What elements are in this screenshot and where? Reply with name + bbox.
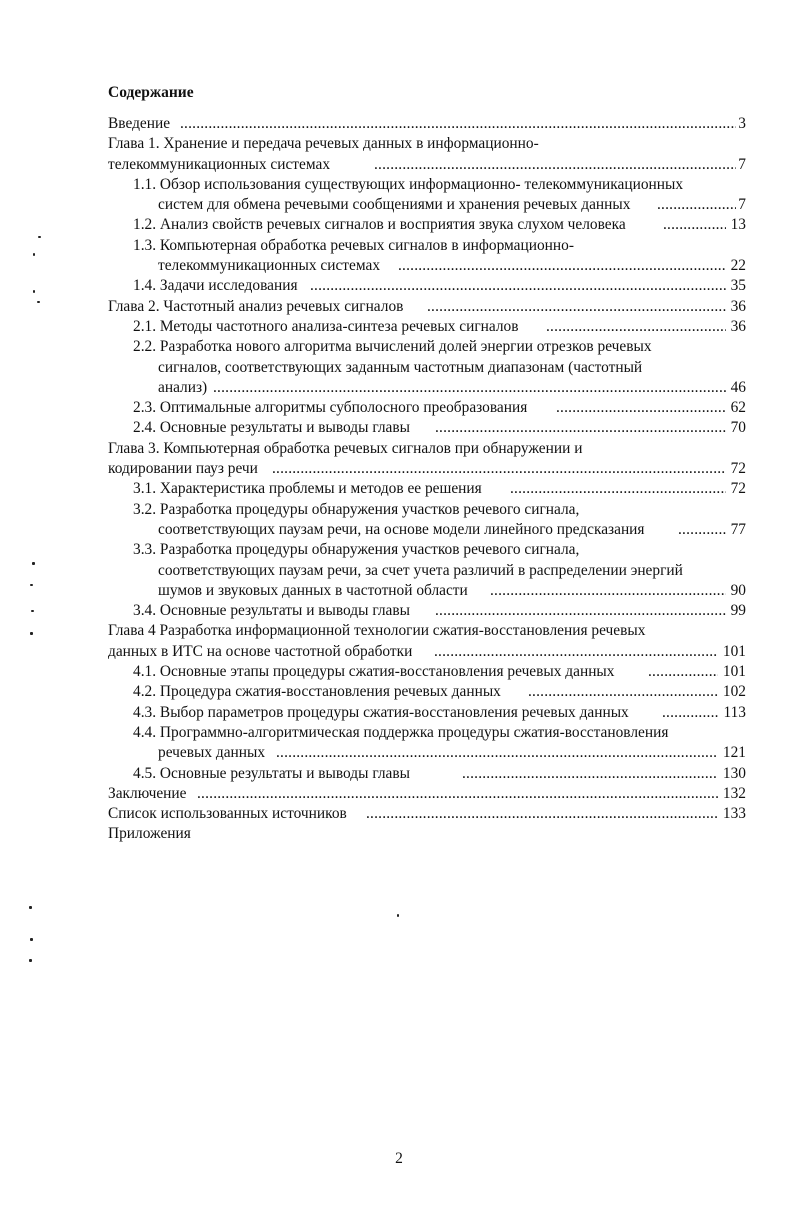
toc-entry xyxy=(0,561,798,581)
toc-entry-text: 3.3. Разработка процедуры обнаружения участков речевого сигнала, xyxy=(133,541,580,559)
toc-leader xyxy=(662,703,718,723)
toc-entry-text: сигналов, соответствующих заданным частотным диапазонам (частотный xyxy=(158,358,643,376)
toc-entry-text: 4.4. Программно-алгоритмическая поддержка процедуры сжатия-восстановления xyxy=(133,723,669,741)
toc-entry xyxy=(0,642,798,662)
toc-entry-text: телекоммуникационных системах xyxy=(158,257,381,275)
toc-page-number: 13 xyxy=(730,216,746,234)
toc-entry xyxy=(0,378,798,398)
toc-leader xyxy=(180,114,736,134)
toc-leader xyxy=(310,276,726,296)
toc-leader xyxy=(435,418,726,438)
toc-entry xyxy=(0,824,798,844)
scan-speck xyxy=(31,610,34,612)
toc-leader xyxy=(556,398,726,418)
toc-entry-text: 1.2. Анализ свойств речевых сигналов и восприятия звука слухом человека xyxy=(133,216,626,234)
toc-entry-text: кодировании пауз речи xyxy=(108,460,258,478)
toc-leader xyxy=(663,215,726,235)
toc-leader xyxy=(272,459,726,479)
toc-page-number: 101 xyxy=(722,663,746,681)
toc-entry-text: Заключение xyxy=(108,784,187,802)
toc-leader xyxy=(678,520,726,540)
toc-entry xyxy=(0,337,798,357)
toc-entry-text: речевых данных xyxy=(158,744,266,762)
toc-page-number: 77 xyxy=(730,520,746,538)
toc-entry-text: соответствующих паузам речи, на основе модели линейного предсказания xyxy=(158,520,645,538)
table-of-contents xyxy=(0,114,798,845)
toc-entry-text: 4.5. Основные результаты и выводы главы xyxy=(133,764,410,782)
toc-leader xyxy=(374,155,736,175)
toc-page-number: 113 xyxy=(723,703,746,721)
toc-entry xyxy=(0,662,798,682)
toc-leader xyxy=(213,378,726,398)
toc-page-number: 133 xyxy=(722,805,746,823)
toc-entry xyxy=(0,520,798,540)
toc-entry xyxy=(0,398,798,418)
toc-page-number: 99 xyxy=(730,602,746,620)
toc-leader xyxy=(648,662,718,682)
toc-entry-text: 3.2. Разработка процедуры обнаружения участков речевого сигнала, xyxy=(133,500,580,518)
toc-entry xyxy=(0,500,798,520)
toc-entry xyxy=(0,418,798,438)
toc-title: Содержание xyxy=(108,84,194,101)
page-number: 2 xyxy=(395,1150,403,1167)
toc-leader xyxy=(510,479,726,499)
toc-entry-text: Глава 4 Разработка информационной технологии сжатия-восстановления речевых xyxy=(108,622,646,640)
toc-page-number: 22 xyxy=(730,257,746,275)
toc-entry-text: систем для обмена речевыми сообщениями и хранения речевых данных xyxy=(158,196,631,214)
toc-entry xyxy=(0,134,798,154)
toc-leader xyxy=(528,682,718,702)
toc-leader xyxy=(434,642,718,662)
toc-entry-text: 1.1. Обзор использования существующих информационно- телекоммуникационных xyxy=(133,175,684,193)
toc-page-number: 62 xyxy=(730,399,746,417)
scan-speck xyxy=(33,290,35,293)
toc-entry xyxy=(0,236,798,256)
toc-entry-text: соответствующих паузам речи, за счет учета различий в распределении энергий xyxy=(158,561,683,579)
toc-entry xyxy=(0,621,798,641)
scan-speck xyxy=(30,632,33,635)
toc-leader xyxy=(398,256,726,276)
toc-page-number: 35 xyxy=(730,277,746,295)
toc-page-number: 101 xyxy=(722,642,746,660)
scan-speck xyxy=(32,562,35,565)
toc-entry-text: Приложения xyxy=(108,825,191,843)
toc-entry-text: Список использованных источников xyxy=(108,805,347,823)
toc-page-number: 102 xyxy=(722,683,746,701)
toc-entry xyxy=(0,703,798,723)
toc-entry xyxy=(0,682,798,702)
scan-speck xyxy=(30,938,33,941)
toc-entry xyxy=(0,723,798,743)
toc-entry-text: 2.2. Разработка нового алгоритма вычислений долей энергии отрезков речевых xyxy=(133,338,652,356)
toc-page-number: 90 xyxy=(730,581,746,599)
toc-entry-text: 2.4. Основные результаты и выводы главы xyxy=(133,419,410,437)
toc-entry-text: 4.1. Основные этапы процедуры сжатия-восстановления речевых данных xyxy=(133,663,615,681)
toc-entry-text: анализ) xyxy=(158,378,208,396)
toc-entry-text: Глава 1. Хранение и передача речевых данных в информационно- xyxy=(108,135,539,153)
toc-leader xyxy=(366,804,718,824)
toc-entry-text: 4.2. Процедура сжатия-восстановления речевых данных xyxy=(133,683,501,701)
toc-entry xyxy=(0,276,798,296)
toc-leader xyxy=(435,601,726,621)
toc-entry xyxy=(0,256,798,276)
toc-entry-text: 3.1. Характеристика проблемы и методов ее решения xyxy=(133,480,482,498)
toc-leader xyxy=(276,743,718,763)
toc-entry-text: 1.4. Задачи исследования xyxy=(133,277,298,295)
toc-page-number: 46 xyxy=(730,378,746,396)
toc-leader xyxy=(490,581,726,601)
toc-page-number: 36 xyxy=(730,317,746,335)
toc-entry-text: телекоммуникационных системах xyxy=(108,155,331,173)
toc-page-number: 36 xyxy=(730,297,746,315)
toc-entry xyxy=(0,114,798,134)
scan-speck xyxy=(29,959,32,962)
toc-entry xyxy=(0,540,798,560)
toc-entry xyxy=(0,743,798,763)
toc-page-number: 72 xyxy=(730,480,746,498)
toc-page-number: 72 xyxy=(730,460,746,478)
scan-speck xyxy=(37,301,40,303)
toc-entry xyxy=(0,195,798,215)
toc-entry-text: 3.4. Основные результаты и выводы главы xyxy=(133,602,410,620)
scan-speck xyxy=(29,906,32,909)
toc-entry-text: Глава 3. Компьютерная обработка речевых сигналов при обнаружении и xyxy=(108,439,583,457)
toc-entry xyxy=(0,317,798,337)
toc-entry-text: 4.3. Выбор параметров процедуры сжатия-восстановления речевых данных xyxy=(133,703,629,721)
toc-entry xyxy=(0,155,798,175)
toc-page-number: 70 xyxy=(730,419,746,437)
toc-entry-text: Введение xyxy=(108,115,171,132)
toc-page-number: 121 xyxy=(722,744,746,762)
toc-entry xyxy=(0,764,798,784)
scan-speck xyxy=(30,584,33,586)
scan-speck xyxy=(397,914,399,917)
toc-page-number: 130 xyxy=(722,764,746,782)
toc-leader xyxy=(657,195,736,215)
toc-entry xyxy=(0,297,798,317)
scan-speck xyxy=(33,253,35,256)
toc-entry-text: Глава 2. Частотный анализ речевых сигналов xyxy=(108,297,404,315)
toc-entry xyxy=(0,459,798,479)
toc-page-number: 7 xyxy=(738,196,746,214)
toc-entry xyxy=(0,601,798,621)
toc-entry xyxy=(0,784,798,804)
toc-entry-text: 2.1. Методы частотного анализа-синтеза речевых сигналов xyxy=(133,317,519,335)
toc-entry xyxy=(0,581,798,601)
toc-leader xyxy=(197,784,718,804)
toc-entry-text: 2.3. Оптимальные алгоритмы субполосного преобразования xyxy=(133,399,528,417)
toc-leader xyxy=(462,764,718,784)
toc-entry xyxy=(0,479,798,499)
toc-page-number: 7 xyxy=(738,155,746,173)
toc-entry-text: данных в ИТС на основе частотной обработки xyxy=(108,642,413,660)
toc-entry xyxy=(0,439,798,459)
toc-entry-text: 1.3. Компьютерная обработка речевых сигналов в информационно- xyxy=(133,236,574,254)
toc-leader xyxy=(427,297,726,317)
toc-leader xyxy=(546,317,726,337)
toc-entry xyxy=(0,804,798,824)
toc-entry xyxy=(0,358,798,378)
toc-entry xyxy=(0,175,798,195)
toc-entry xyxy=(0,215,798,235)
toc-page-number: 132 xyxy=(722,784,746,802)
toc-page-number: 3 xyxy=(738,115,746,132)
scan-speck xyxy=(38,236,41,238)
toc-entry-text: шумов и звуковых данных в частотной области xyxy=(158,581,468,599)
